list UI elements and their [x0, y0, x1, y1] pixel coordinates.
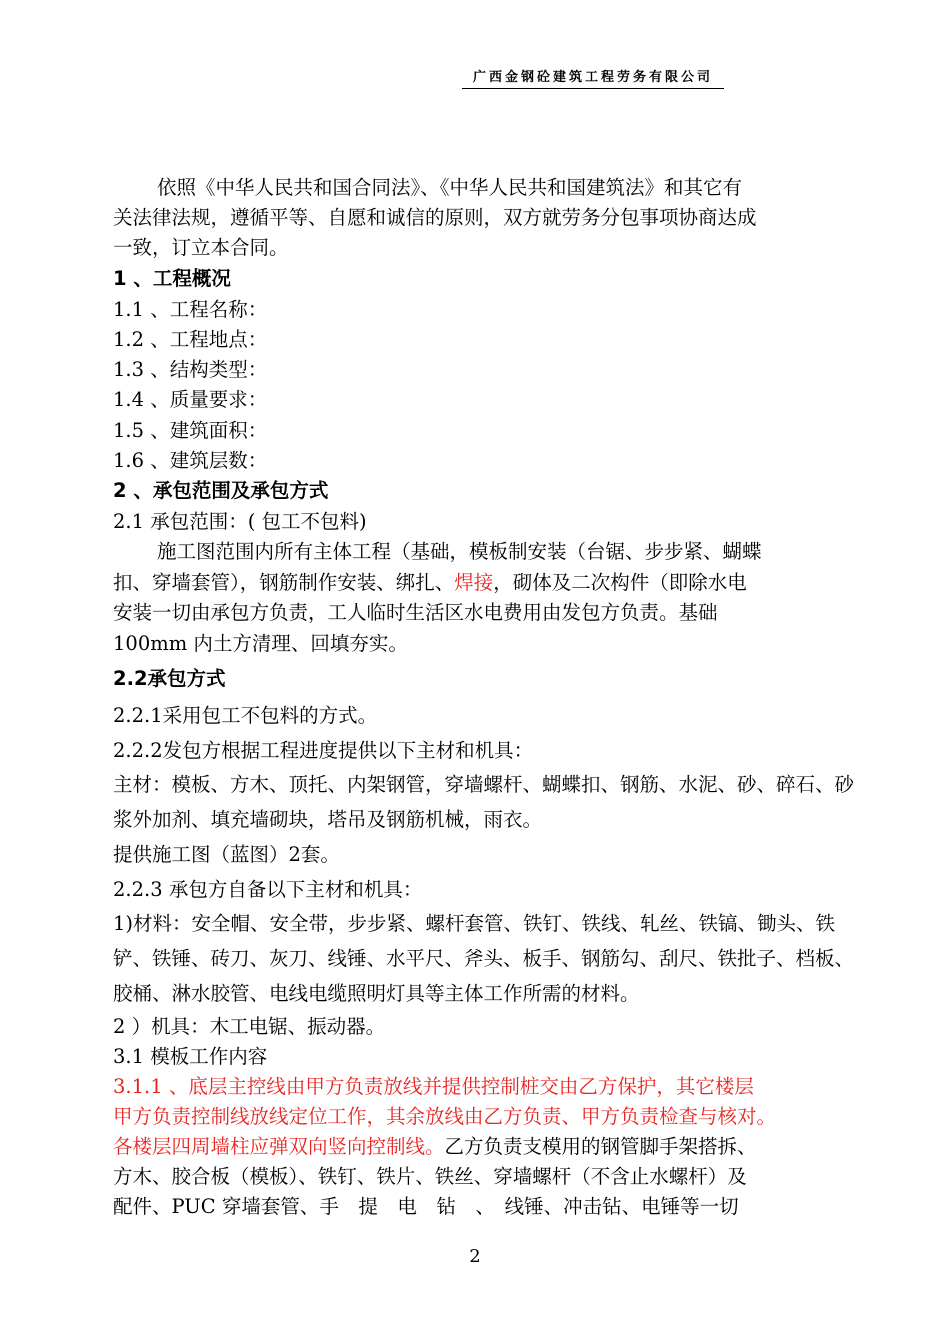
page-number: 2 — [469, 1246, 481, 1267]
item-3-1-1-line-2: 甲方负责控制线放线定位工作，其余放线由乙方负责、甲方负责检查与核对。 — [113, 1105, 777, 1128]
item-2-2-3: 2.2.3 承包方自备以下主材和机具： — [113, 878, 423, 901]
main-materials-line-1: 主材：模板、方木、顶托、内架钢管，穿墙螺杆、蝴蝶扣、钢筋、水泥、砂、碎石、砂 — [113, 773, 855, 796]
item-3-1-1-line-4: 方木、胶合板（模板）、铁钉、铁片、铁丝、穿墙螺杆（不含止水螺杆）及 — [113, 1165, 747, 1188]
item-1-5: 1.5 、建筑面积： — [113, 419, 268, 442]
item-1-6: 1.6 、建筑层数： — [113, 449, 268, 472]
scope-line-2-tail: ，砌体及二次构件（即除水电 — [493, 571, 747, 594]
scope-line-3: 安装一切由承包方负责，工人临时生活区水电费用由发包方负责。基础 — [113, 601, 718, 624]
materials-line-1: 1)材料：安全帽、安全带，步步紧、螺杆套管、铁钉、铁线、轧丝、铁镐、锄头、铁 — [113, 912, 836, 935]
main-materials-line-2: 浆外加剂、填充墙砌块，塔吊及钢筋机械，雨衣。 — [113, 808, 543, 831]
item-2-1: 2.1 承包范围：( 包工不包料) — [113, 510, 367, 533]
item-1-3: 1.3 、结构类型： — [113, 358, 268, 381]
materials-line-2: 铲、铁锤、砖刀、灰刀、线锤、水平尺、斧头、板手、钢筋勾、刮尺、铁批子、档板、 — [113, 947, 855, 970]
intro-line-2: 关法律法规，遵循平等、自愿和诚信的原则，双方就劳务分包事项协商达成 — [113, 206, 757, 229]
item-1-2: 1.2 、工程地点： — [113, 328, 268, 351]
item-1-1: 1.1 、工程名称： — [113, 298, 268, 321]
section-1-title: 1 、工程概况 — [113, 267, 231, 290]
item-1-4: 1.4 、质量要求： — [113, 388, 268, 411]
item-2-2-2: 2.2.2发包方根据工程进度提供以下主材和机具： — [113, 739, 534, 762]
company-header: 广西金钢砼建筑工程劳务有限公司 — [472, 70, 713, 85]
intro-line-1: 依照《中华人民共和国合同法》、《中华人民共和国建筑法》和其它有 — [157, 176, 743, 199]
intro-line-3: 一致，订立本合同。 — [113, 236, 289, 259]
scaffold-note: 乙方负责支模用的钢管脚手架搭拆、 — [444, 1135, 757, 1158]
item-3-1-1-line-1: 3.1.1 、底层主控线由甲方负责放线并提供控制桩交由乙方保护，其它楼层 — [113, 1075, 754, 1098]
materials-line-3: 胶桶、淋水胶管、电线电缆照明灯具等主体工作所需的材料。 — [113, 982, 640, 1005]
item-2-2-1: 2.2.1采用包工不包料的方式。 — [113, 704, 378, 727]
section-2-2-title: 2.2承包方式 — [113, 667, 226, 690]
section-3-1-title: 3.1 模板工作内容 — [113, 1045, 268, 1068]
scope-line-1: 施工图范围内所有主体工程（基础，模板制安装（台锯、步步紧、蝴蝶 — [157, 540, 762, 563]
control-line-note: 各楼层四周墙柱应弹双向竖向控制线。 — [113, 1135, 445, 1158]
scope-line-2 — [113, 571, 747, 595]
welding-highlight: 焊接 — [454, 571, 494, 594]
tools-line: 2 ）机具：木工电锯、振动器。 — [113, 1015, 386, 1038]
scope-line-4: 100mm 内土方清理、回填夯实。 — [113, 632, 408, 655]
scope-line-2-text: 扣、穿墙套管），钢筋制作安装、绑扎、 — [113, 571, 455, 594]
drawings-line: 提供施工图（蓝图）2套。 — [113, 843, 340, 866]
item-3-1-1-line-3 — [113, 1135, 757, 1159]
section-2-title: 2 、承包范围及承包方式 — [113, 479, 329, 502]
item-3-1-1-line-5: 配件、PUC 穿墙套管、手 提 电 钻 、 线锤、冲击钻、电锤等一切 — [113, 1195, 739, 1218]
header-underline — [462, 88, 724, 89]
